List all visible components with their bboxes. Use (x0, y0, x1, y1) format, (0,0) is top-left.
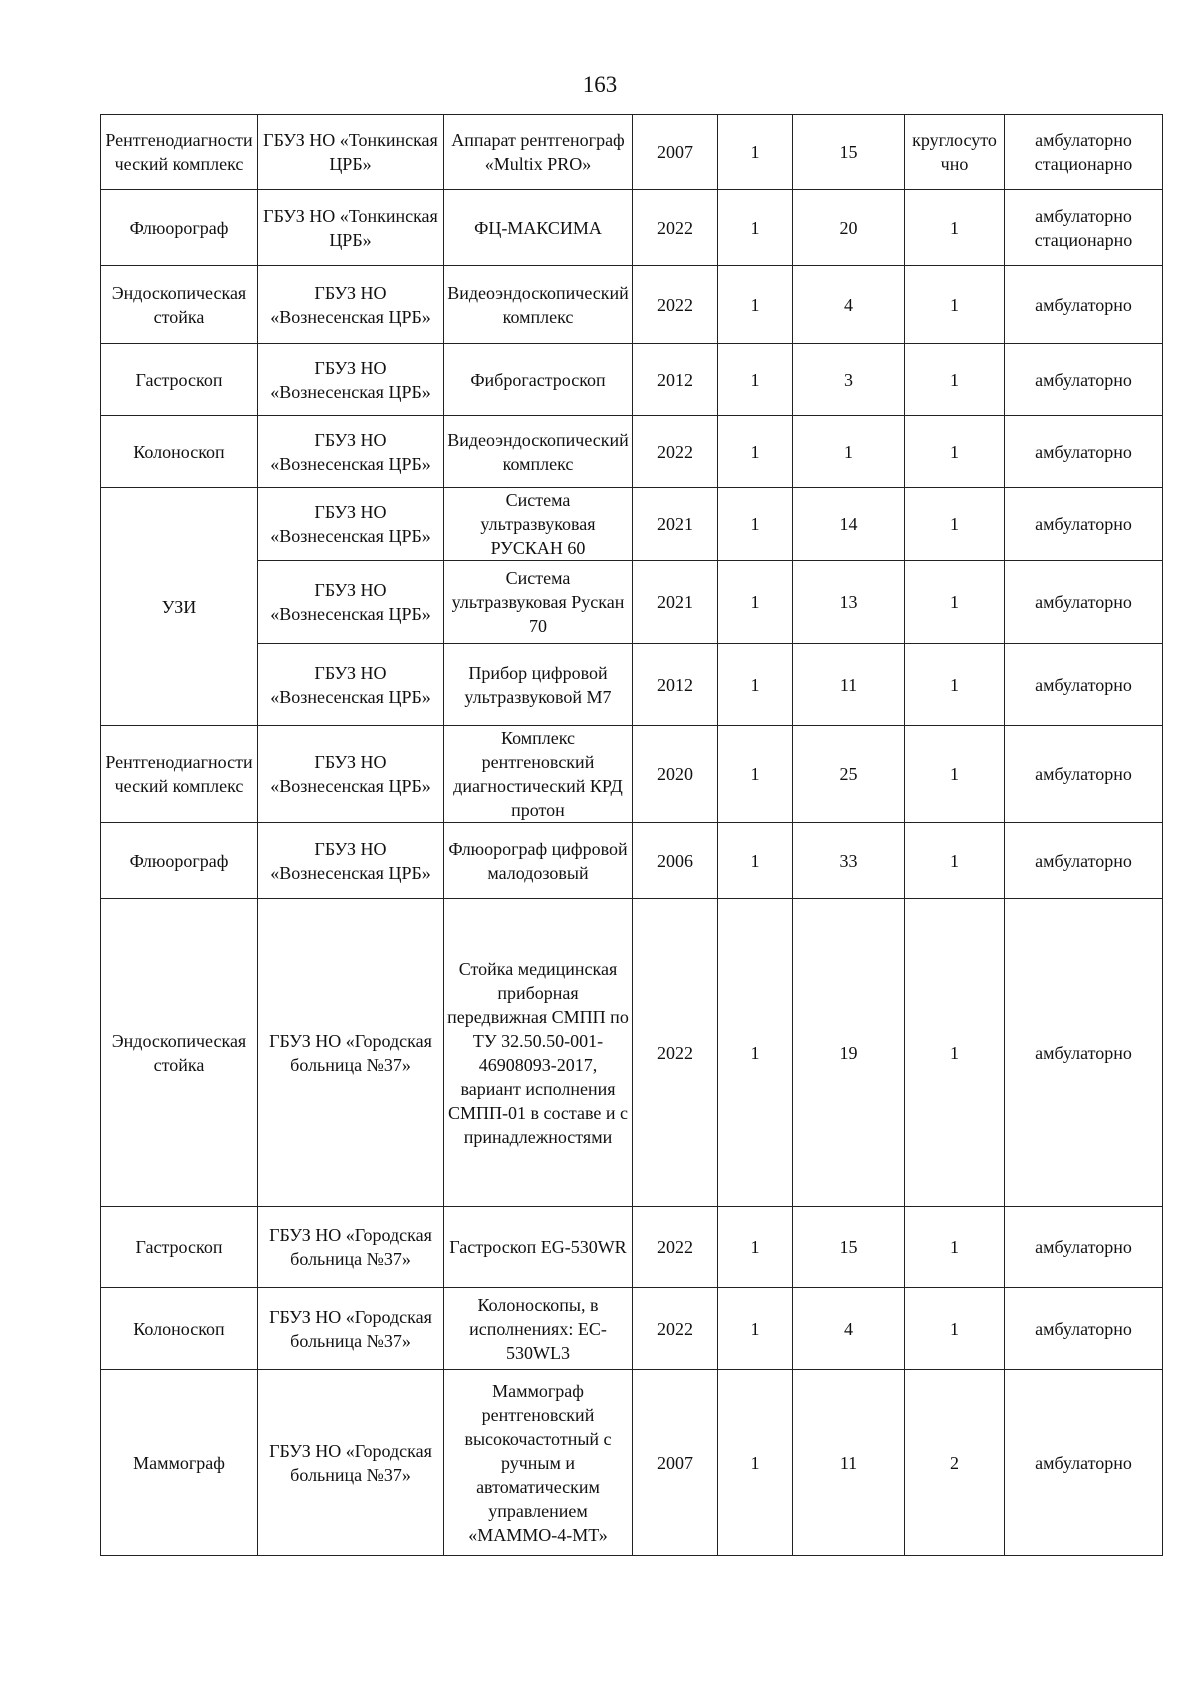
year-cell: 2021 (633, 488, 718, 561)
model-cell: Гастроскоп EG-530WR (444, 1207, 633, 1288)
wear-cell: 13 (793, 561, 905, 644)
table-row (101, 561, 1163, 644)
mode-cell: амбулаторно (1005, 1288, 1163, 1370)
year-cell: 2022 (633, 1207, 718, 1288)
organization-cell: ГБУЗ НО «Городская больница №37» (258, 1207, 444, 1288)
organization-cell: ГБУЗ НО «Тонкинская ЦРБ» (258, 190, 444, 266)
shifts-cell: 1 (905, 266, 1005, 344)
count-cell: 1 (718, 488, 793, 561)
model-cell: Видеоэндоскопический комплекс (444, 416, 633, 488)
table-row (101, 115, 1163, 190)
shifts-cell: 1 (905, 488, 1005, 561)
wear-cell: 20 (793, 190, 905, 266)
mode-cell: амбулаторно (1005, 561, 1163, 644)
mode-cell: амбулаторно (1005, 1370, 1163, 1556)
year-cell: 2007 (633, 1370, 718, 1556)
count-cell: 1 (718, 344, 793, 416)
organization-cell: ГБУЗ НО «Городская больница №37» (258, 1288, 444, 1370)
wear-cell: 4 (793, 266, 905, 344)
shifts-cell: 1 (905, 899, 1005, 1207)
wear-cell: 11 (793, 644, 905, 726)
model-cell: Маммограф рентгеновский высокочастотный с ручным и автоматическим управлением «МАММО-4-МТ» (444, 1370, 633, 1556)
model-cell: Аппарат рентгенограф «Multix PRO» (444, 115, 633, 190)
mode-cell: амбулаторно (1005, 726, 1163, 823)
wear-cell: 19 (793, 899, 905, 1207)
model-cell: Стойка медицинская приборная передвижная СМПП по ТУ 32.50.50-001-46908093-2017, вариант исполнения СМПП-01 в составе и с принадлежностями (444, 899, 633, 1207)
table-row (101, 823, 1163, 899)
wear-cell: 15 (793, 1207, 905, 1288)
table-row (101, 190, 1163, 266)
model-cell: Комплекс рентгеновский диагностический КРД протон (444, 726, 633, 823)
wear-cell: 15 (793, 115, 905, 190)
table-row (101, 899, 1163, 1207)
table-row (101, 344, 1163, 416)
mode-cell: амбулаторно (1005, 344, 1163, 416)
table-row (101, 1370, 1163, 1556)
organization-cell: ГБУЗ НО «Вознесенская ЦРБ» (258, 416, 444, 488)
equipment-type-cell: УЗИ (101, 488, 258, 726)
wear-cell: 1 (793, 416, 905, 488)
shifts-cell: 1 (905, 416, 1005, 488)
mode-cell: амбулаторно (1005, 1207, 1163, 1288)
table-row (101, 1207, 1163, 1288)
shifts-cell: 2 (905, 1370, 1005, 1556)
year-cell: 2012 (633, 644, 718, 726)
wear-cell: 14 (793, 488, 905, 561)
year-cell: 2022 (633, 1288, 718, 1370)
equipment-type-cell: Эндоскопическая стойка (101, 899, 258, 1207)
equipment-type-cell: Рентгенодиагностический комплекс (101, 726, 258, 823)
year-cell: 2020 (633, 726, 718, 823)
model-cell: Видеоэндоскопический комплекс (444, 266, 633, 344)
organization-cell: ГБУЗ НО «Тонкинская ЦРБ» (258, 115, 444, 190)
model-cell: Система ультразвуковая Рускан 70 (444, 561, 633, 644)
count-cell: 1 (718, 190, 793, 266)
equipment-type-cell: Эндоскопическая стойка (101, 266, 258, 344)
count-cell: 1 (718, 899, 793, 1207)
wear-cell: 4 (793, 1288, 905, 1370)
mode-cell: амбулаторно (1005, 266, 1163, 344)
organization-cell: ГБУЗ НО «Вознесенская ЦРБ» (258, 488, 444, 561)
equipment-type-cell: Флюорограф (101, 190, 258, 266)
model-cell: Прибор цифровой ультразвуковой M7 (444, 644, 633, 726)
equipment-type-cell: Гастроскоп (101, 344, 258, 416)
year-cell: 2006 (633, 823, 718, 899)
count-cell: 1 (718, 823, 793, 899)
count-cell: 1 (718, 266, 793, 344)
year-cell: 2021 (633, 561, 718, 644)
shifts-cell: 1 (905, 823, 1005, 899)
shifts-cell: 1 (905, 644, 1005, 726)
mode-cell: амбулаторно стационарно (1005, 115, 1163, 190)
organization-cell: ГБУЗ НО «Городская больница №37» (258, 899, 444, 1207)
shifts-cell: круглосуточно (905, 115, 1005, 190)
table-row (101, 1288, 1163, 1370)
wear-cell: 33 (793, 823, 905, 899)
year-cell: 2007 (633, 115, 718, 190)
wear-cell: 11 (793, 1370, 905, 1556)
page-number: 163 (582, 72, 618, 97)
shifts-cell: 1 (905, 561, 1005, 644)
count-cell: 1 (718, 644, 793, 726)
mode-cell: амбулаторно (1005, 416, 1163, 488)
mode-cell: амбулаторно (1005, 823, 1163, 899)
year-cell: 2012 (633, 344, 718, 416)
table-row (101, 644, 1163, 726)
count-cell: 1 (718, 1370, 793, 1556)
count-cell: 1 (718, 1207, 793, 1288)
table-row (101, 416, 1163, 488)
mode-cell: амбулаторно (1005, 644, 1163, 726)
shifts-cell: 1 (905, 190, 1005, 266)
count-cell: 1 (718, 115, 793, 190)
equipment-type-cell: Маммограф (101, 1370, 258, 1556)
equipment-type-cell: Гастроскоп (101, 1207, 258, 1288)
shifts-cell: 1 (905, 1288, 1005, 1370)
organization-cell: ГБУЗ НО «Вознесенская ЦРБ» (258, 644, 444, 726)
count-cell: 1 (718, 416, 793, 488)
model-cell: Фиброгастроскоп (444, 344, 633, 416)
mode-cell: амбулаторно (1005, 899, 1163, 1207)
year-cell: 2022 (633, 266, 718, 344)
organization-cell: ГБУЗ НО «Вознесенская ЦРБ» (258, 344, 444, 416)
model-cell: Колоноскопы, в исполнениях: EC-530WL3 (444, 1288, 633, 1370)
organization-cell: ГБУЗ НО «Вознесенская ЦРБ» (258, 726, 444, 823)
mode-cell: амбулаторно (1005, 488, 1163, 561)
model-cell: ФЦ-МАКСИМА (444, 190, 633, 266)
year-cell: 2022 (633, 899, 718, 1207)
year-cell: 2022 (633, 190, 718, 266)
count-cell: 1 (718, 561, 793, 644)
equipment-table (100, 114, 1163, 1556)
wear-cell: 25 (793, 726, 905, 823)
shifts-cell: 1 (905, 1207, 1005, 1288)
table-row (101, 488, 1163, 561)
organization-cell: ГБУЗ НО «Вознесенская ЦРБ» (258, 561, 444, 644)
count-cell: 1 (718, 1288, 793, 1370)
year-cell: 2022 (633, 416, 718, 488)
equipment-type-cell: Колоноскоп (101, 1288, 258, 1370)
organization-cell: ГБУЗ НО «Городская больница №37» (258, 1370, 444, 1556)
wear-cell: 3 (793, 344, 905, 416)
shifts-cell: 1 (905, 344, 1005, 416)
model-cell: Система ультразвуковая РУСКАН 60 (444, 488, 633, 561)
equipment-type-cell: Рентгенодиагностический комплекс (101, 115, 258, 190)
shifts-cell: 1 (905, 726, 1005, 823)
mode-cell: амбулаторно стационарно (1005, 190, 1163, 266)
table-row (101, 266, 1163, 344)
count-cell: 1 (718, 726, 793, 823)
organization-cell: ГБУЗ НО «Вознесенская ЦРБ» (258, 823, 444, 899)
organization-cell: ГБУЗ НО «Вознесенская ЦРБ» (258, 266, 444, 344)
model-cell: Флюорограф цифровой малодозовый (444, 823, 633, 899)
table-row (101, 726, 1163, 823)
equipment-type-cell: Флюорограф (101, 823, 258, 899)
equipment-type-cell: Колоноскоп (101, 416, 258, 488)
